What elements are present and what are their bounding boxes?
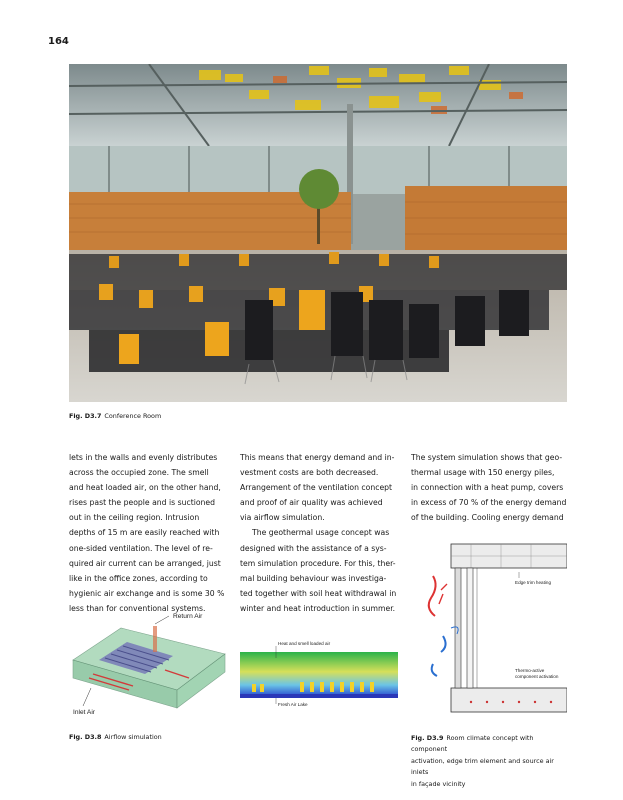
text-line: lets in the walls and evenly distributes (69, 453, 218, 462)
text-line: less than for conventional systems. (69, 603, 206, 613)
text-line: one-sided ventilation. The level of re- (69, 543, 213, 553)
inlet-air-label: Inlet Air (73, 709, 95, 716)
conference-room-photo (69, 64, 567, 402)
text-line: tem simulation procedure. For this, ther- (240, 558, 396, 568)
text-line: via airflow simulation. (240, 513, 325, 523)
text-column-1 (69, 450, 229, 616)
text-line: designed with the assistance of a sys- (240, 543, 387, 553)
text-line: mal building behaviour was investiga- (240, 573, 387, 583)
text-line: The geothermal usage concept was (252, 528, 390, 538)
component-activation-label: component activation (515, 674, 559, 679)
figure-d39-caption (411, 733, 571, 790)
figure-d39-caption-line: in façade vicinity (411, 779, 466, 788)
text-line: depths of 15 m are easily reached with (69, 528, 220, 538)
figure-d38-label: Fig. D3.8 (69, 733, 102, 741)
edge-trim-label: Edge trim heating (515, 580, 552, 585)
fresh-air-label: Fresh Air Lake (278, 702, 308, 707)
text-line: of the building. Cooling energy demand (411, 513, 564, 523)
climate-concept-section-figure (411, 536, 567, 720)
figure-d37-caption (69, 412, 161, 420)
text-line: quired air current can be arranged, just (69, 558, 221, 568)
text-line: and proof of air quality was achieved (240, 498, 383, 508)
page-number: 164 (48, 36, 69, 47)
text-column-2 (240, 450, 400, 616)
figure-d39-caption-line: activation, edge trim element and source air inlets (411, 756, 554, 777)
text-line: like in the office zones, according to (69, 573, 208, 583)
heat-air-label: Heat and smell loaded air (278, 641, 331, 646)
figure-d37-label: Fig. D3.7 (69, 412, 102, 420)
figure-d38-caption-text: Airflow simulation (104, 733, 162, 741)
figure-d39-caption-line: Room climate concept with component (411, 734, 534, 754)
text-line: across the occupied zone. The smell (69, 468, 209, 478)
text-line: hygienic air exchange and is some 30 % (69, 588, 225, 598)
text-line: This means that energy demand and in- (240, 453, 395, 462)
text-line: and heat loaded air, on the other hand, (69, 483, 221, 493)
text-line: in excess of 70 % of the energy demand (411, 498, 567, 508)
text-line: in connection with a heat pump, covers (411, 483, 564, 493)
thermo-active-label: Thermo-active (515, 668, 545, 673)
text-line: thermal usage with 150 energy piles, (411, 468, 555, 478)
text-line: rises past the people and is suctioned (69, 498, 216, 508)
return-air-label: Return Air (173, 613, 203, 620)
text-line: out in the ceiling region. Intrusion (69, 513, 200, 523)
text-line: vestment costs are both decreased. (240, 468, 379, 478)
airflow-simulation-room-figure (69, 608, 229, 720)
text-line: Arrangement of the ventilation concept (240, 483, 393, 493)
text-column-3 (411, 450, 571, 525)
text-line: winter and heat introduction in summer. (240, 603, 396, 613)
text-line: ted together with soil heat withdrawal in (240, 588, 397, 598)
figure-d38-caption (69, 733, 162, 741)
text-line: The system simulation shows that geo- (411, 453, 563, 462)
airflow-section-figure (240, 636, 398, 708)
figure-d37-caption-text: Conference Room (104, 412, 162, 420)
figure-d39-label: Fig. D3.9 (411, 734, 444, 742)
